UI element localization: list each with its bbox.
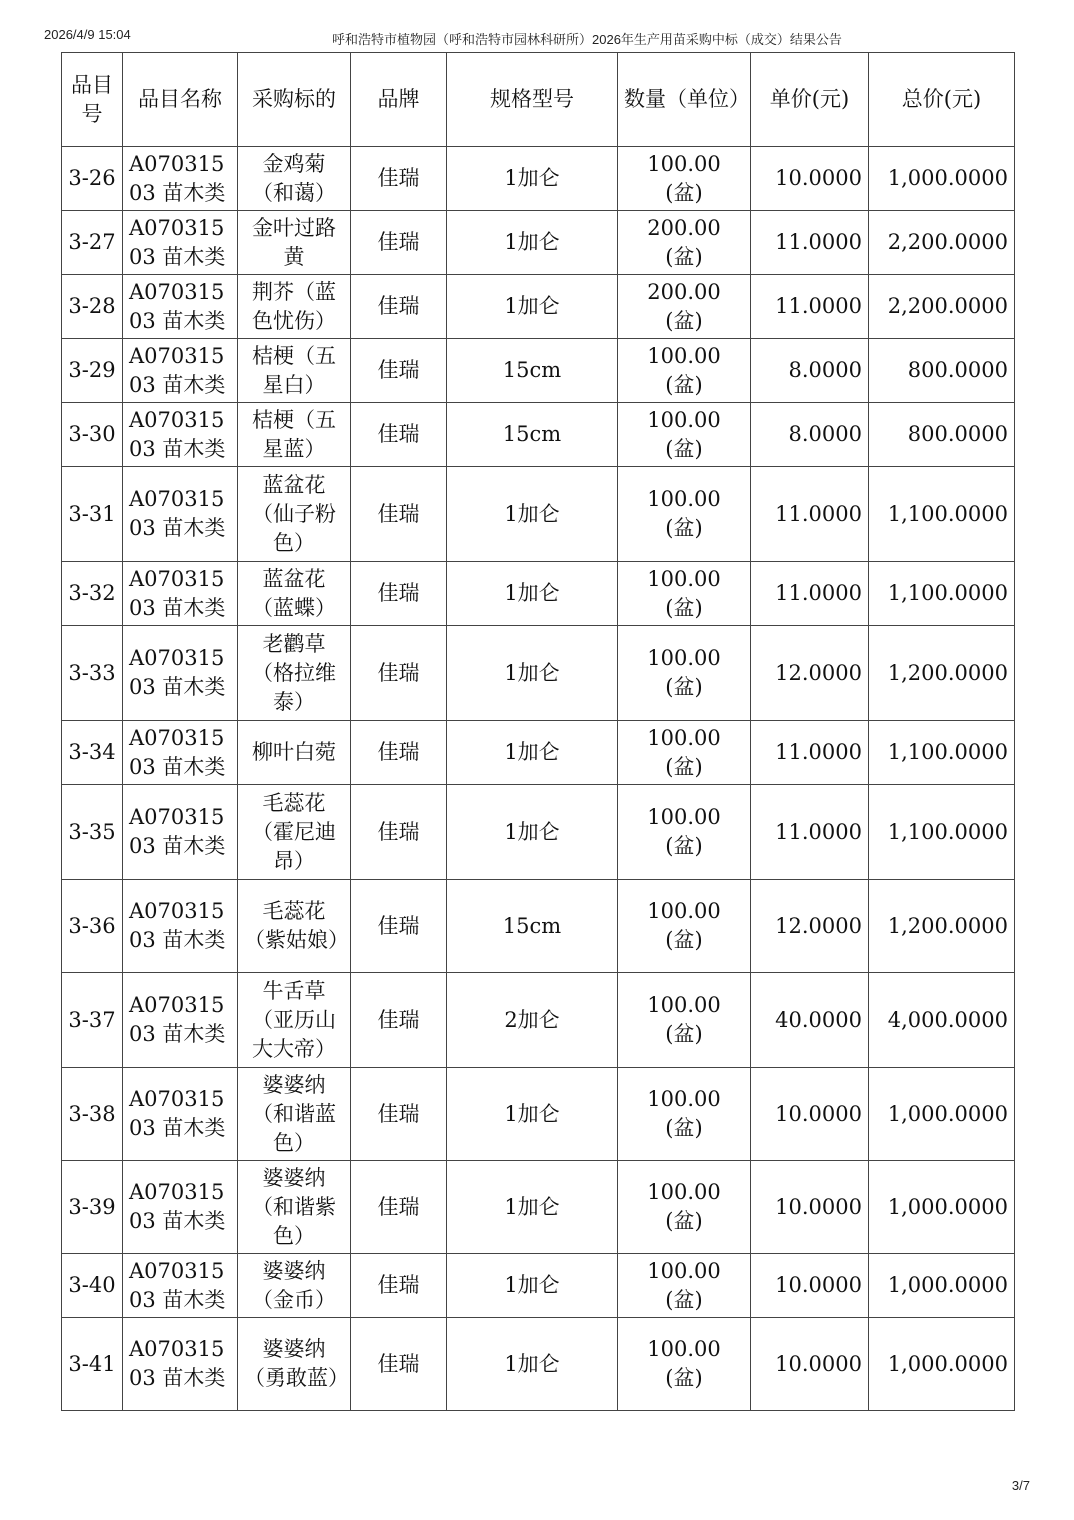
cell-item-name: A07031503 苗木类 bbox=[123, 1318, 238, 1411]
cell-brand: 佳瑞 bbox=[351, 785, 447, 880]
cell-spec: 1加仑 bbox=[447, 1068, 618, 1161]
cell-item-name: A07031503 苗木类 bbox=[123, 562, 238, 626]
cell-unit-price: 11.0000 bbox=[751, 721, 869, 785]
quantity-value: 100.00 bbox=[647, 725, 721, 750]
cell-total-price: 1,100.0000 bbox=[869, 562, 1015, 626]
cell-item-no: 3-34 bbox=[62, 721, 123, 785]
cell-item-no: 3-26 bbox=[62, 147, 123, 211]
cell-brand: 佳瑞 bbox=[351, 721, 447, 785]
quantity-value: 100.00 bbox=[647, 343, 721, 368]
cell-brand: 佳瑞 bbox=[351, 1254, 447, 1318]
cell-brand: 佳瑞 bbox=[351, 403, 447, 467]
cell-quantity bbox=[618, 562, 751, 626]
cell-total-price: 1,100.0000 bbox=[869, 721, 1015, 785]
cell-total-price: 4,000.0000 bbox=[869, 973, 1015, 1068]
cell-item-no: 3-30 bbox=[62, 403, 123, 467]
table-row bbox=[62, 403, 1015, 467]
cell-target: 金叶过路黄 bbox=[238, 211, 351, 275]
quantity-value: 100.00 bbox=[647, 1180, 721, 1204]
cell-unit-price: 11.0000 bbox=[751, 275, 869, 339]
cell-target: 婆婆纳（勇敢蓝） bbox=[238, 1318, 351, 1411]
quantity-value: 200.00 bbox=[647, 215, 721, 240]
quantity-value: 100.00 bbox=[647, 899, 721, 923]
quantity-value: 100.00 bbox=[647, 407, 721, 432]
cell-target: 婆婆纳（金币） bbox=[238, 1254, 351, 1318]
quantity-unit: (盆) bbox=[665, 1116, 703, 1140]
table-row bbox=[62, 1318, 1015, 1411]
cell-target: 婆婆纳（和谐蓝色） bbox=[238, 1068, 351, 1161]
cell-brand: 佳瑞 bbox=[351, 626, 447, 721]
cell-quantity bbox=[618, 339, 751, 403]
cell-quantity bbox=[618, 147, 751, 211]
cell-item-name: A07031503 苗木类 bbox=[123, 785, 238, 880]
column-header-item-no: 品目号 bbox=[62, 53, 123, 147]
cell-target: 荆芥（蓝色忧伤） bbox=[238, 275, 351, 339]
column-header-unit-price: 单价(元) bbox=[751, 53, 869, 147]
cell-unit-price: 12.0000 bbox=[751, 880, 869, 973]
quantity-unit: (盆) bbox=[665, 180, 703, 205]
document-title: 呼和浩特市植物园（呼和浩特市园林科研所）2026年生产用苗采购中标（成交）结果公告 bbox=[332, 32, 842, 47]
quantity-unit: (盆) bbox=[665, 244, 703, 269]
cell-unit-price: 11.0000 bbox=[751, 785, 869, 880]
cell-spec: 1加仑 bbox=[447, 785, 618, 880]
quantity-value: 100.00 bbox=[647, 993, 721, 1017]
print-header bbox=[0, 27, 1074, 49]
quantity-unit: (盆) bbox=[665, 834, 703, 858]
cell-item-name: A07031503 苗木类 bbox=[123, 467, 238, 562]
cell-quantity bbox=[618, 211, 751, 275]
quantity-value: 100.00 bbox=[647, 1258, 721, 1283]
cell-item-no: 3-28 bbox=[62, 275, 123, 339]
cell-unit-price: 8.0000 bbox=[751, 339, 869, 403]
table-row bbox=[62, 1068, 1015, 1161]
cell-quantity bbox=[618, 1161, 751, 1254]
cell-item-name: A07031503 苗木类 bbox=[123, 275, 238, 339]
cell-unit-price: 10.0000 bbox=[751, 1318, 869, 1411]
cell-total-price: 2,200.0000 bbox=[869, 275, 1015, 339]
cell-quantity bbox=[618, 973, 751, 1068]
quantity-value: 100.00 bbox=[647, 1337, 721, 1361]
cell-spec: 15cm bbox=[447, 339, 618, 403]
quantity-unit: (盆) bbox=[665, 436, 703, 461]
cell-target: 老鹳草（格拉维泰） bbox=[238, 626, 351, 721]
cell-spec: 1加仑 bbox=[447, 1318, 618, 1411]
cell-unit-price: 10.0000 bbox=[751, 147, 869, 211]
cell-total-price: 1,000.0000 bbox=[869, 1161, 1015, 1254]
table-header-row bbox=[62, 53, 1015, 147]
table-row bbox=[62, 275, 1015, 339]
cell-target: 柳叶白菀 bbox=[238, 721, 351, 785]
cell-spec: 1加仑 bbox=[447, 147, 618, 211]
quantity-unit: (盆) bbox=[665, 516, 703, 540]
quantity-value: 200.00 bbox=[647, 279, 721, 304]
cell-item-name: A07031503 苗木类 bbox=[123, 1161, 238, 1254]
cell-unit-price: 11.0000 bbox=[751, 211, 869, 275]
cell-total-price: 1,000.0000 bbox=[869, 1068, 1015, 1161]
cell-brand: 佳瑞 bbox=[351, 1068, 447, 1161]
quantity-unit: (盆) bbox=[665, 1209, 703, 1233]
quantity-unit: (盆) bbox=[665, 372, 703, 397]
quantity-unit: (盆) bbox=[665, 754, 703, 779]
cell-quantity bbox=[618, 626, 751, 721]
cell-unit-price: 11.0000 bbox=[751, 562, 869, 626]
column-header-target: 采购标的 bbox=[238, 53, 351, 147]
cell-quantity bbox=[618, 880, 751, 973]
quantity-unit: (盆) bbox=[665, 308, 703, 333]
column-header-quantity: 数量（单位） bbox=[618, 53, 751, 147]
cell-brand: 佳瑞 bbox=[351, 467, 447, 562]
cell-item-name: A07031503 苗木类 bbox=[123, 211, 238, 275]
quantity-value: 100.00 bbox=[647, 1087, 721, 1111]
table-row bbox=[62, 339, 1015, 403]
cell-spec: 1加仑 bbox=[447, 1254, 618, 1318]
table-header bbox=[62, 53, 1015, 147]
cell-total-price: 800.0000 bbox=[869, 403, 1015, 467]
cell-brand: 佳瑞 bbox=[351, 211, 447, 275]
cell-quantity bbox=[618, 721, 751, 785]
cell-target: 蓝盆花（仙子粉色） bbox=[238, 467, 351, 562]
cell-item-name: A07031503 苗木类 bbox=[123, 721, 238, 785]
cell-brand: 佳瑞 bbox=[351, 973, 447, 1068]
cell-target: 桔梗（五星蓝） bbox=[238, 403, 351, 467]
cell-item-no: 3-41 bbox=[62, 1318, 123, 1411]
cell-unit-price: 10.0000 bbox=[751, 1068, 869, 1161]
cell-item-no: 3-35 bbox=[62, 785, 123, 880]
table-row bbox=[62, 562, 1015, 626]
quantity-value: 100.00 bbox=[647, 487, 721, 511]
cell-total-price: 1,100.0000 bbox=[869, 785, 1015, 880]
cell-item-no: 3-32 bbox=[62, 562, 123, 626]
cell-total-price: 1,000.0000 bbox=[869, 1254, 1015, 1318]
cell-total-price: 1,000.0000 bbox=[869, 147, 1015, 211]
cell-spec: 1加仑 bbox=[447, 275, 618, 339]
cell-item-name: A07031503 苗木类 bbox=[123, 147, 238, 211]
page-number: 3/7 bbox=[1011, 1478, 1030, 1493]
table-row bbox=[62, 1161, 1015, 1254]
cell-brand: 佳瑞 bbox=[351, 562, 447, 626]
cell-quantity bbox=[618, 1318, 751, 1411]
cell-spec: 1加仑 bbox=[447, 467, 618, 562]
cell-target: 毛蕊花（紫姑娘） bbox=[238, 880, 351, 973]
cell-item-no: 3-39 bbox=[62, 1161, 123, 1254]
cell-spec: 1加仑 bbox=[447, 211, 618, 275]
cell-brand: 佳瑞 bbox=[351, 275, 447, 339]
table-row bbox=[62, 721, 1015, 785]
quantity-value: 100.00 bbox=[647, 151, 721, 176]
cell-unit-price: 10.0000 bbox=[751, 1254, 869, 1318]
procurement-result-table bbox=[61, 52, 1015, 1411]
quantity-unit: (盆) bbox=[665, 1366, 703, 1390]
cell-spec: 1加仑 bbox=[447, 1161, 618, 1254]
cell-item-name: A07031503 苗木类 bbox=[123, 339, 238, 403]
cell-unit-price: 10.0000 bbox=[751, 1161, 869, 1254]
quantity-value: 100.00 bbox=[647, 805, 721, 829]
table-row bbox=[62, 880, 1015, 973]
cell-spec: 1加仑 bbox=[447, 721, 618, 785]
cell-item-name: A07031503 苗木类 bbox=[123, 1254, 238, 1318]
cell-target: 婆婆纳（和谐紫色） bbox=[238, 1161, 351, 1254]
cell-brand: 佳瑞 bbox=[351, 880, 447, 973]
cell-unit-price: 8.0000 bbox=[751, 403, 869, 467]
cell-target: 牛舌草（亚历山大大帝） bbox=[238, 973, 351, 1068]
cell-item-no: 3-29 bbox=[62, 339, 123, 403]
cell-unit-price: 12.0000 bbox=[751, 626, 869, 721]
cell-spec: 1加仑 bbox=[447, 626, 618, 721]
cell-brand: 佳瑞 bbox=[351, 339, 447, 403]
cell-spec: 1加仑 bbox=[447, 562, 618, 626]
cell-item-name: A07031503 苗木类 bbox=[123, 880, 238, 973]
cell-item-name: A07031503 苗木类 bbox=[123, 973, 238, 1068]
cell-total-price: 1,100.0000 bbox=[869, 467, 1015, 562]
cell-quantity bbox=[618, 785, 751, 880]
cell-target: 金鸡菊（和蔼） bbox=[238, 147, 351, 211]
table-row bbox=[62, 211, 1015, 275]
cell-unit-price: 40.0000 bbox=[751, 973, 869, 1068]
cell-total-price: 1,200.0000 bbox=[869, 880, 1015, 973]
table-row bbox=[62, 147, 1015, 211]
cell-item-name: A07031503 苗木类 bbox=[123, 403, 238, 467]
cell-target: 蓝盆花（蓝蝶） bbox=[238, 562, 351, 626]
cell-item-no: 3-36 bbox=[62, 880, 123, 973]
quantity-unit: (盆) bbox=[665, 1287, 703, 1312]
cell-quantity bbox=[618, 467, 751, 562]
cell-brand: 佳瑞 bbox=[351, 1318, 447, 1411]
cell-total-price: 2,200.0000 bbox=[869, 211, 1015, 275]
cell-item-no: 3-27 bbox=[62, 211, 123, 275]
cell-target: 桔梗（五星白） bbox=[238, 339, 351, 403]
cell-quantity bbox=[618, 1254, 751, 1318]
quantity-value: 100.00 bbox=[647, 566, 721, 591]
quantity-unit: (盆) bbox=[665, 928, 703, 952]
cell-item-name: A07031503 苗木类 bbox=[123, 1068, 238, 1161]
cell-quantity bbox=[618, 1068, 751, 1161]
cell-total-price: 1,200.0000 bbox=[869, 626, 1015, 721]
cell-brand: 佳瑞 bbox=[351, 147, 447, 211]
cell-quantity bbox=[618, 275, 751, 339]
quantity-value: 100.00 bbox=[647, 646, 721, 670]
cell-spec: 15cm bbox=[447, 403, 618, 467]
cell-unit-price: 11.0000 bbox=[751, 467, 869, 562]
table-row bbox=[62, 626, 1015, 721]
cell-item-no: 3-37 bbox=[62, 973, 123, 1068]
column-header-item-name: 品目名称 bbox=[123, 53, 238, 147]
cell-spec: 2加仑 bbox=[447, 973, 618, 1068]
cell-target: 毛蕊花（霍尼迪昂） bbox=[238, 785, 351, 880]
quantity-unit: (盆) bbox=[665, 595, 703, 620]
column-header-total-price: 总价(元) bbox=[869, 53, 1015, 147]
table-row bbox=[62, 467, 1015, 562]
table-body bbox=[62, 147, 1015, 1411]
cell-brand: 佳瑞 bbox=[351, 1161, 447, 1254]
table-row bbox=[62, 973, 1015, 1068]
column-header-brand: 品牌 bbox=[351, 53, 447, 147]
cell-item-no: 3-31 bbox=[62, 467, 123, 562]
cell-quantity bbox=[618, 403, 751, 467]
quantity-unit: (盆) bbox=[665, 1022, 703, 1046]
cell-item-name: A07031503 苗木类 bbox=[123, 626, 238, 721]
cell-item-no: 3-33 bbox=[62, 626, 123, 721]
cell-item-no: 3-38 bbox=[62, 1068, 123, 1161]
cell-total-price: 1,000.0000 bbox=[869, 1318, 1015, 1411]
cell-item-no: 3-40 bbox=[62, 1254, 123, 1318]
quantity-unit: (盆) bbox=[665, 675, 703, 699]
cell-spec: 15cm bbox=[447, 880, 618, 973]
print-datetime: 2026/4/9 15:04 bbox=[44, 27, 131, 42]
column-header-spec: 规格型号 bbox=[447, 53, 618, 147]
cell-total-price: 800.0000 bbox=[869, 339, 1015, 403]
table-row bbox=[62, 785, 1015, 880]
table-row bbox=[62, 1254, 1015, 1318]
